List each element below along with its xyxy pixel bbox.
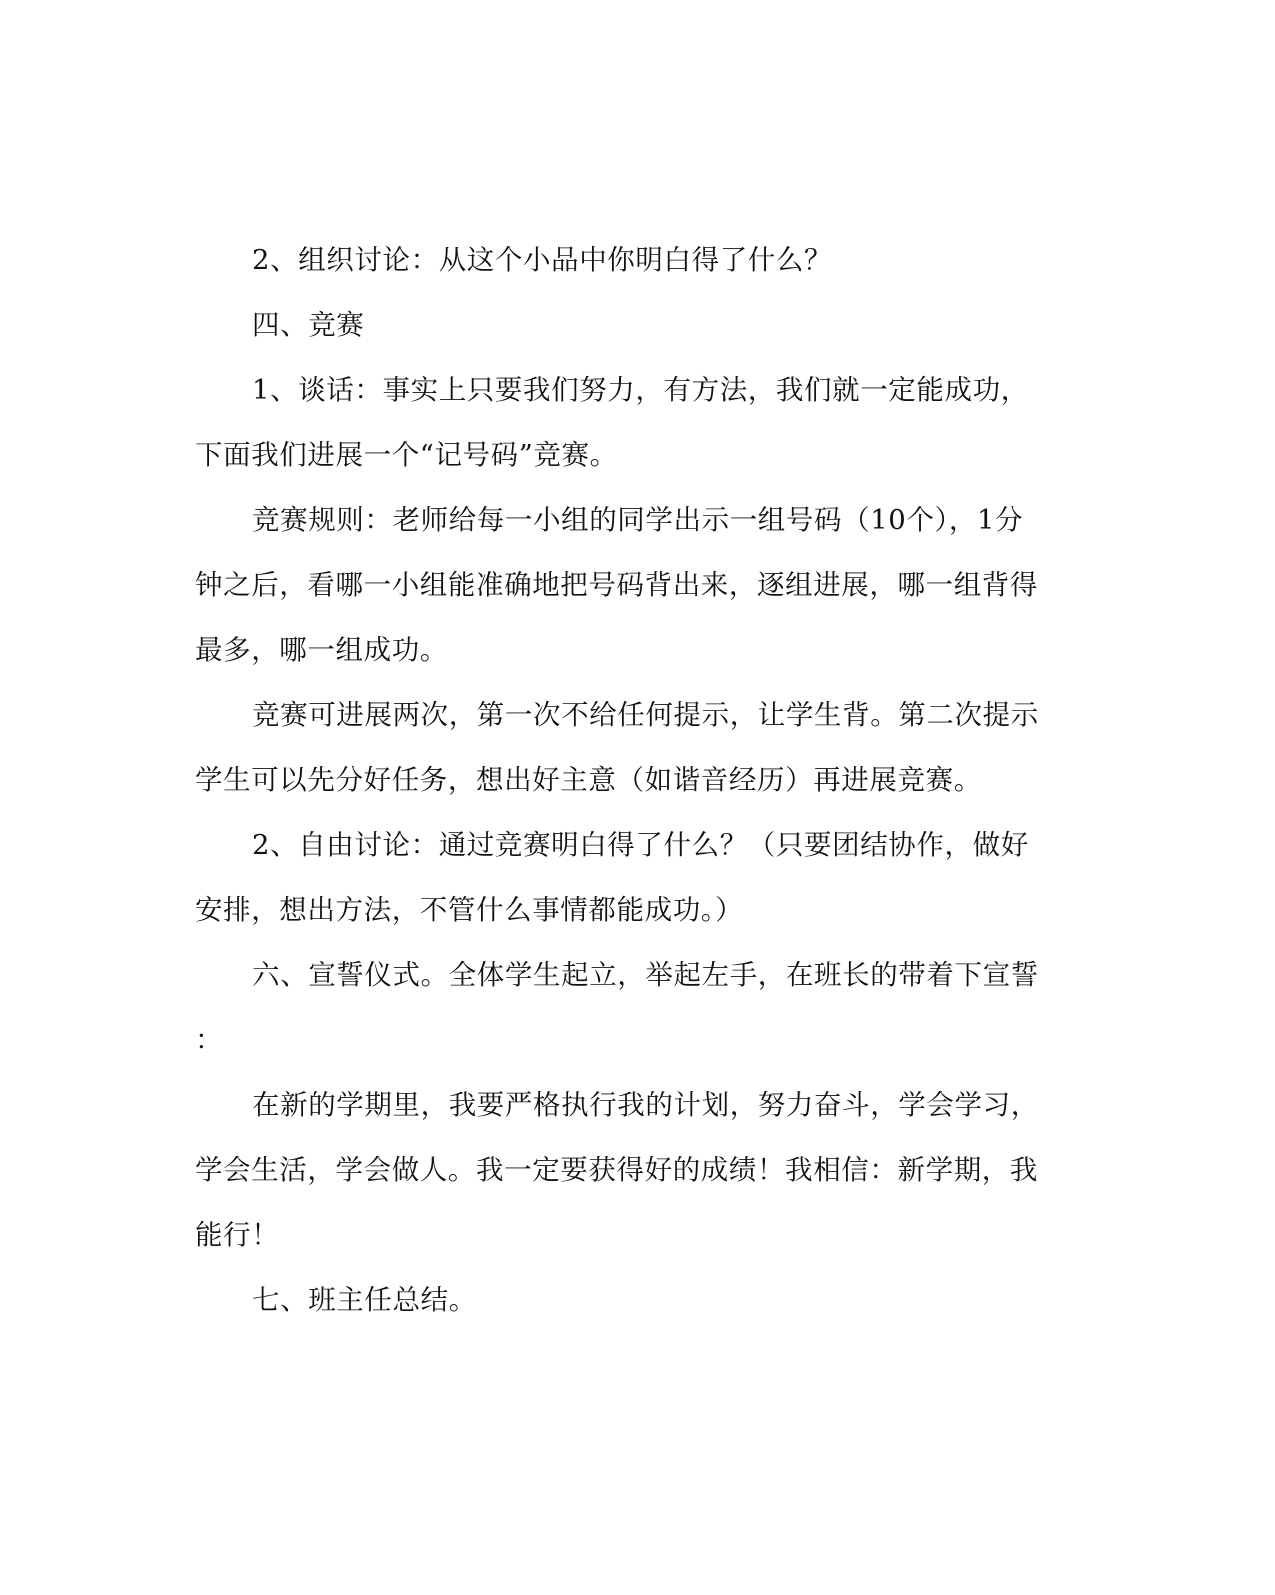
text-line: 安排，想出方法，不管什么事情都能成功。）: [195, 894, 744, 926]
text-line: 下面我们进展一个“记号码”竞赛。: [195, 439, 618, 471]
text-line: 四、竞赛: [252, 309, 365, 341]
text-line: 七、班主任总结。: [252, 1284, 477, 1316]
paragraph-oath-text: [195, 1073, 1055, 1268]
section-heading-competition: [195, 293, 1055, 358]
paragraph-discussion-1: [195, 228, 1055, 293]
text-line: 学生可以先分好任务，想出好主意（如谐音经历）再进展竞赛。: [195, 764, 982, 796]
text-line: 六、宣誓仪式。全体学生起立，举起左手，在班长的带着下宣誓: [252, 959, 1039, 991]
text-line: 竞赛可进展两次，第一次不给任何提示，让学生背。第二次提示: [252, 699, 1039, 731]
text-line: 钟之后，看哪一小组能准确地把号码背出来，逐组进展，哪一组背得: [195, 569, 1038, 601]
text-line: 在新的学期里，我要严格执行我的计划，努力奋斗，学会学习，: [252, 1089, 1039, 1121]
text-line: 竞赛规则：老师给每一小组的同学出示一组号码（10个），1分: [252, 504, 1024, 536]
paragraph-rules: [195, 488, 1055, 683]
text-line: 能行！: [195, 1219, 280, 1251]
text-line: 2、自由讨论：通过竞赛明白得了什么？（只要团结协作，做好: [252, 829, 1029, 861]
text-line: 1、谈话：事实上只要我们努力，有方法，我们就一定能成功，: [252, 374, 1029, 406]
document-body: [195, 228, 1055, 1333]
text-line: 学会生活，学会做人。我一定要获得好的成绩！我相信：新学期，我: [195, 1154, 1038, 1186]
paragraph-summary: [195, 1268, 1055, 1333]
paragraph-two-rounds: [195, 683, 1055, 813]
paragraph-discussion-2: [195, 813, 1055, 943]
text-line: 最多，哪一组成功。: [195, 634, 448, 666]
paragraph-talk: [195, 358, 1055, 488]
text-line: 2、组织讨论：从这个小品中你明白得了什么？: [252, 244, 833, 276]
text-line: ：: [195, 1024, 224, 1056]
paragraph-oath-ceremony: [195, 943, 1055, 1073]
